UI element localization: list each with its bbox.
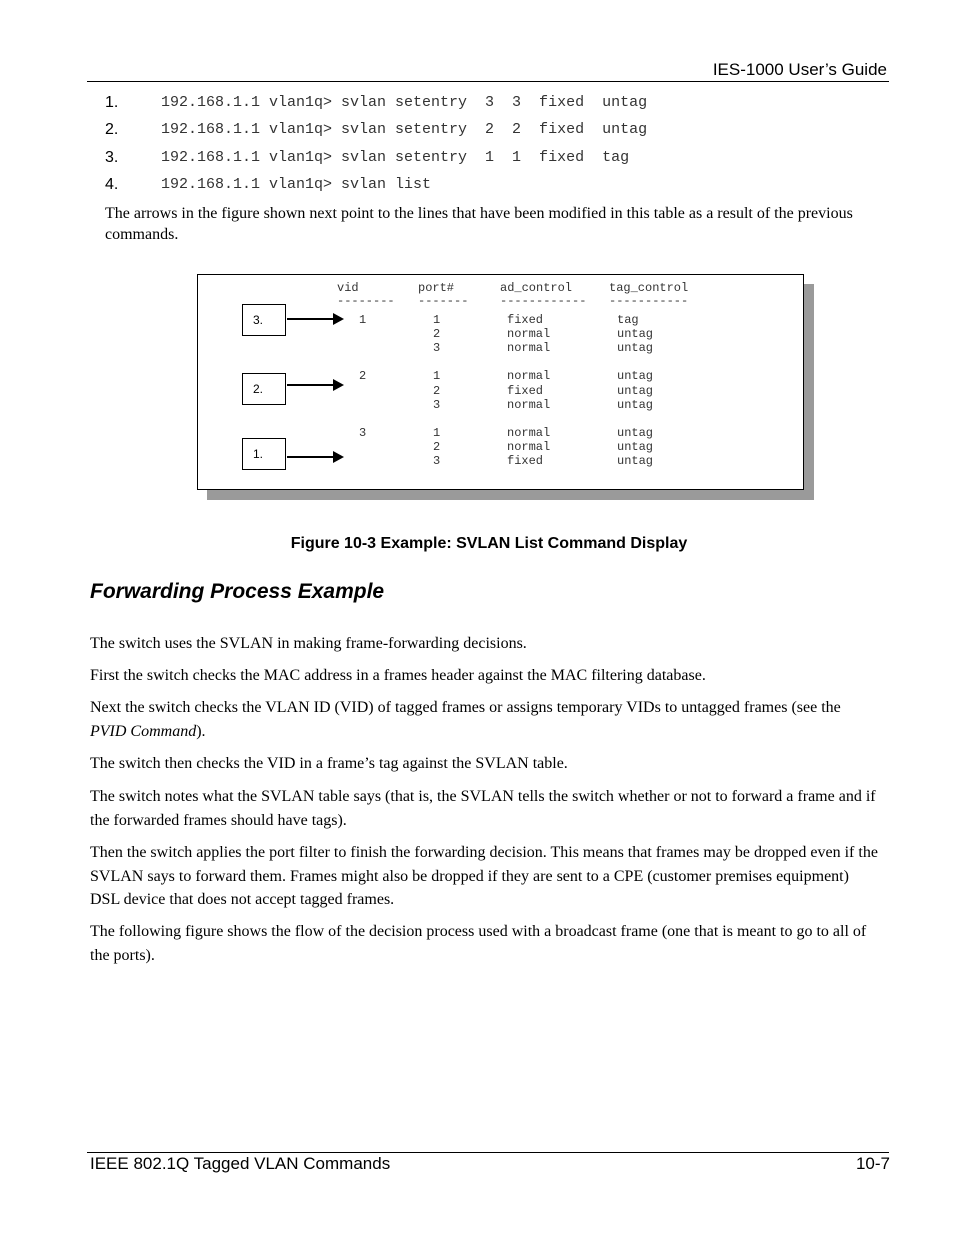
svlan-list-figure bbox=[197, 274, 804, 490]
tag-control-cell: untag bbox=[617, 327, 654, 341]
tag-control-cell: untag bbox=[617, 398, 654, 412]
ad-control-cell: normal bbox=[507, 369, 551, 383]
paragraph-text: ). bbox=[196, 722, 206, 740]
ad-control-cell: fixed bbox=[507, 313, 544, 327]
column-header-tag-control: tag_control bbox=[609, 281, 689, 295]
vid-cell: 1 bbox=[359, 313, 367, 327]
footer-page-number: 10-7 bbox=[855, 1154, 890, 1173]
pvid-command-reference: PVID Command bbox=[90, 722, 197, 740]
tag-control-cell: untag bbox=[617, 341, 654, 355]
command-row bbox=[105, 147, 885, 174]
figure-box bbox=[197, 274, 804, 490]
port-cell: 1 bbox=[433, 313, 441, 327]
command-text: 192.168.1.1 vlan1q> svlan list bbox=[161, 175, 432, 193]
vid-cell: 3 bbox=[359, 426, 367, 440]
figure-caption: Figure 10-3 Example: SVLAN List Command Display bbox=[290, 535, 688, 552]
tag-control-cell: untag bbox=[617, 369, 654, 383]
paragraph: The switch notes what the SVLAN table says (that is, the SVLAN tells the switch whether or not to forward a frame and if the forwarded frames should have tags). bbox=[90, 788, 876, 829]
port-cell: 1 bbox=[433, 426, 441, 440]
vid-cell: 2 bbox=[359, 369, 367, 383]
command-text: 192.168.1.1 vlan1q> svlan setentry 3 3 fixed untag bbox=[161, 94, 648, 111]
command-row bbox=[105, 92, 885, 119]
footer-rule bbox=[87, 1152, 889, 1153]
page-header-title: IES-1000 User’s Guide bbox=[712, 60, 887, 79]
column-divider: ------- bbox=[418, 294, 469, 308]
column-divider: ----------- bbox=[609, 294, 689, 308]
paragraph: The switch uses the SVLAN in making frame-forwarding decisions. bbox=[90, 635, 527, 652]
command-label-box: 2. bbox=[242, 373, 286, 405]
paragraph bbox=[90, 696, 880, 743]
column-header-vid: vid bbox=[337, 281, 359, 295]
column-header-port: port# bbox=[418, 281, 455, 295]
command-number: 2. bbox=[105, 121, 119, 139]
ad-control-cell: normal bbox=[507, 341, 551, 355]
paragraph: The following figure shows the flow of the decision process used with a broadcast frame (one that is meant to go to all of the ports). bbox=[90, 923, 867, 964]
command-row bbox=[105, 119, 885, 146]
paragraph: The switch then checks the VID in a frame’s tag against the SVLAN table. bbox=[90, 755, 568, 772]
footer-chapter-title: IEEE 802.1Q Tagged VLAN Commands bbox=[90, 1154, 391, 1173]
arrow-icon bbox=[287, 313, 344, 325]
command-text: 192.168.1.1 vlan1q> svlan setentry 2 2 fixed untag bbox=[161, 121, 648, 139]
arrow-icon bbox=[287, 379, 344, 391]
ad-control-cell: fixed bbox=[507, 384, 544, 398]
port-cell: 2 bbox=[433, 384, 441, 398]
tag-control-cell: untag bbox=[617, 384, 654, 398]
tag-control-cell: tag bbox=[617, 313, 639, 327]
command-row bbox=[105, 174, 885, 201]
intro-paragraph: The arrows in the figure shown next point to the lines that have been modified in this table as a result of the previous commands. bbox=[105, 205, 853, 243]
tag-control-cell: untag bbox=[617, 440, 654, 454]
header-rule bbox=[87, 81, 889, 82]
tag-control-cell: untag bbox=[617, 426, 654, 440]
tag-control-cell: untag bbox=[617, 454, 654, 468]
paragraph: First the switch checks the MAC address in a frames header against the MAC filtering database. bbox=[90, 667, 706, 684]
command-label-box: 3. bbox=[242, 304, 286, 336]
column-header-ad-control: ad_control bbox=[500, 281, 573, 295]
paragraph-text: Next the switch checks the VLAN ID (VID) of tagged frames or assigns temporary VIDs to untagged frames (see the bbox=[90, 699, 841, 716]
command-list bbox=[105, 92, 885, 201]
ad-control-cell: normal bbox=[507, 440, 551, 454]
ad-control-cell: normal bbox=[507, 327, 551, 341]
port-cell: 2 bbox=[433, 440, 441, 454]
ad-control-cell: normal bbox=[507, 398, 551, 412]
command-number: 4. bbox=[105, 175, 119, 193]
command-label-box: 1. bbox=[242, 438, 286, 470]
port-cell: 3 bbox=[433, 341, 441, 355]
command-number: 1. bbox=[105, 94, 119, 111]
port-cell: 1 bbox=[433, 369, 441, 383]
port-cell: 2 bbox=[433, 327, 441, 341]
command-number: 3. bbox=[105, 148, 119, 166]
column-divider: -------- bbox=[337, 294, 395, 308]
section-heading: Forwarding Process Example bbox=[90, 580, 385, 603]
ad-control-cell: fixed bbox=[507, 454, 544, 468]
column-divider: ------------ bbox=[500, 294, 587, 308]
arrow-icon bbox=[287, 451, 344, 463]
ad-control-cell: normal bbox=[507, 426, 551, 440]
command-text: 192.168.1.1 vlan1q> svlan setentry 1 1 fixed tag bbox=[161, 148, 630, 166]
port-cell: 3 bbox=[433, 454, 441, 468]
port-cell: 3 bbox=[433, 398, 441, 412]
paragraph: Then the switch applies the port filter to finish the forwarding decision. This means that frames may be dropped even if the SVLAN says to forward them. Frames might also be dropped if they are sent to a CPE (customer premises equipment) DSL device that does not accept tagged frames. bbox=[90, 844, 878, 908]
